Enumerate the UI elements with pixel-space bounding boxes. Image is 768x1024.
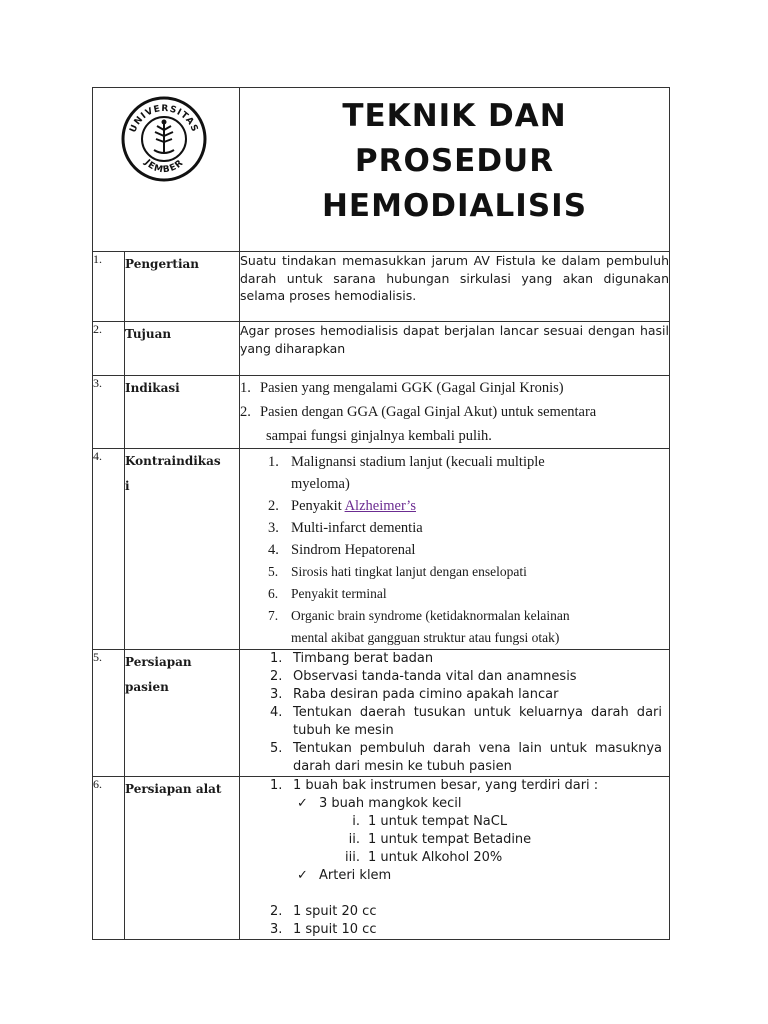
list-item: 3. Multi-infarct dementia: [268, 520, 423, 536]
row-content: Suatu tindakan memasukkan jarum AV Fistula ke dalam pembuluh darah untuk sarana hubungan sirkulasi yang akan digunakan selama proses hemodialisis.: [240, 252, 670, 322]
list-item: 5. Tentukan pembuluh darah vena lain untuk masuknya darah dari mesin ke tubuh pasien: [270, 741, 662, 774]
logo-cell: [93, 88, 240, 252]
row-number: 2.: [93, 322, 125, 376]
sop-table: [92, 87, 670, 940]
list-item: 1. Malignansi stadium lanjut (kecuali multiple myeloma): [268, 454, 545, 492]
table-row-tujuan: [93, 322, 670, 376]
row-label: Persiapan pasien: [125, 650, 240, 777]
row-content: [240, 650, 670, 777]
university-logo: [121, 96, 207, 182]
list-item: 4. Tentukan daerah tusukan untuk keluarnya darah dari tubuh ke mesin: [270, 705, 662, 738]
checklist-item: ✓ Arteri klem: [297, 868, 392, 883]
row-label: Kontraindikas i: [125, 449, 240, 650]
svg-text:UNIVERSITAS: UNIVERSITAS: [128, 103, 200, 135]
row-label: Indikasi: [125, 376, 240, 449]
table-row-pengertian: [93, 252, 670, 322]
list-item: 2. Observasi tanda-tanda vital dan anamnesis: [270, 669, 577, 684]
list-item: 3. 1 spuit 10 cc: [270, 922, 377, 937]
row-content: Agar proses hemodialisis dapat berjalan lancar sesuai dengan hasil yang diharapkan: [240, 322, 670, 376]
list-item: 1. 1 buah bak instrumen besar, yang terdiri dari :: [270, 778, 599, 793]
list-item: 2. Pasien dengan GGA (Gagal Ginjal Akut) untuk sementara sampai fungsi ginjalnya kembali pulih.: [240, 404, 597, 444]
table-row-persiapan-alat: [93, 777, 670, 940]
list-item: 3. Raba desiran pada cimino apakah lancar: [270, 687, 559, 702]
checklist-item: ✓ 3 buah mangkok kecil: [297, 796, 462, 811]
row-label: Pengertian: [125, 252, 240, 322]
check-icon: ✓: [297, 796, 308, 811]
check-icon: ✓: [297, 868, 308, 883]
list-item: 2. Penyakit Alzheimer’s: [268, 498, 416, 514]
header-row: [93, 88, 670, 252]
row-number: 6.: [93, 777, 125, 940]
svg-text:JEMBER: JEMBER: [142, 157, 186, 176]
document-title-line-2: PROSEDUR: [354, 143, 555, 179]
list-item: ii. 1 untuk tempat Betadine: [348, 832, 532, 847]
row-content: [240, 777, 670, 940]
row-label: Persiapan alat: [125, 777, 240, 940]
alzheimers-link[interactable]: Alzheimer’s: [344, 498, 416, 514]
row-number: 5.: [93, 650, 125, 777]
row-number: 4.: [93, 449, 125, 650]
list-item: 6. Penyakit terminal: [268, 586, 387, 601]
list-item: 7. Organic brain syndrome (ketidaknormalan kelainan mental akibat gangguan struktur atau fungsi otak): [268, 608, 570, 645]
row-label: Tujuan: [125, 322, 240, 376]
table-row-persiapan-pasien: [93, 650, 670, 777]
list-item: 5. Sirosis hati tingkat lanjut dengan enselopati: [268, 564, 527, 579]
row-number: 1.: [93, 252, 125, 322]
document-title-line-1: TEKNIK DAN: [342, 98, 567, 134]
row-content: [240, 449, 670, 650]
title-cell: [240, 88, 670, 252]
row-content: [240, 376, 670, 449]
document-title-line-3: HEMODIALISIS: [321, 188, 588, 224]
list-item: 1. Timbang berat badan: [270, 651, 434, 666]
list-item: 2. 1 spuit 20 cc: [270, 904, 377, 919]
table-row-kontraindikasi: [93, 449, 670, 650]
row-number: 3.: [93, 376, 125, 449]
list-item: i. 1 untuk tempat NaCL: [352, 814, 508, 829]
list-item: iii. 1 untuk Alkohol 20%: [345, 850, 503, 865]
list-item: 1. Pasien yang mengalami GGK (Gagal Ginjal Kronis): [240, 380, 564, 396]
table-row-indikasi: [93, 376, 670, 449]
list-item: 4. Sindrom Hepatorenal: [268, 542, 416, 558]
